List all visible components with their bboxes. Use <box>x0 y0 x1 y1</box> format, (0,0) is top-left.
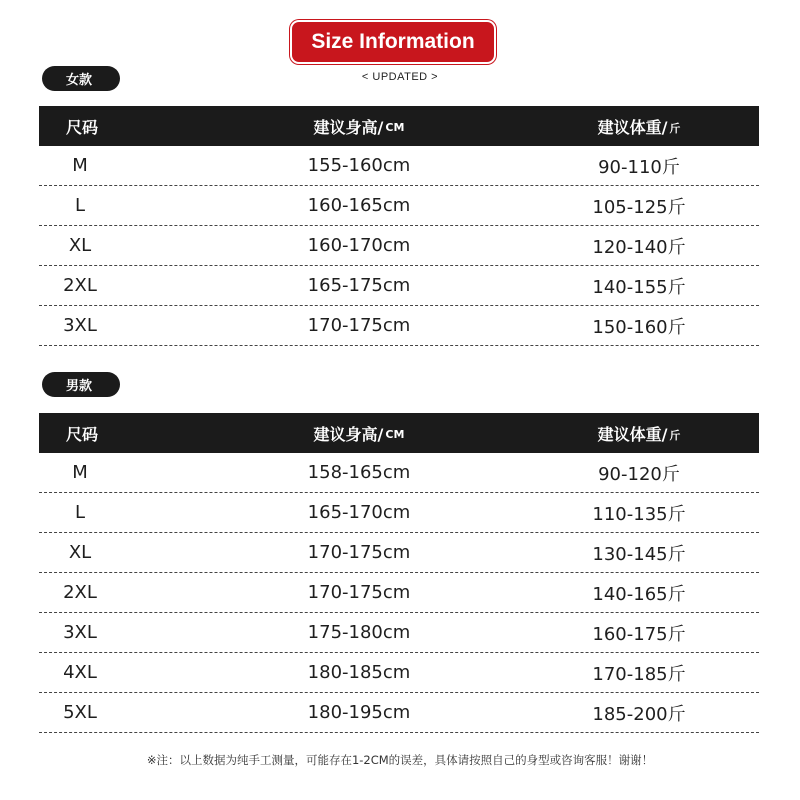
size-cell: 2XL <box>63 582 97 603</box>
table-row <box>39 186 759 226</box>
height-cell: 155-160cm <box>307 155 411 176</box>
women-section-label: 女款 <box>42 66 120 91</box>
size-cell: L <box>74 502 86 523</box>
weight-cell: 105-125斤 <box>592 196 686 218</box>
size-cell: 3XL <box>63 315 97 336</box>
weight-cell: 90-110斤 <box>598 156 680 178</box>
header-weight: 建议体重/ 斤 <box>597 424 681 444</box>
men-section-label: 男款 <box>42 372 120 397</box>
table-row <box>39 613 759 653</box>
updated-label: < UPDATED > <box>361 71 439 83</box>
height-cell: 175-180cm <box>307 622 411 643</box>
size-cell: XL <box>68 235 92 256</box>
header-size: 尺码 <box>66 117 99 137</box>
table-row <box>39 573 759 613</box>
weight-cell: 140-165斤 <box>592 583 686 605</box>
header-size: 尺码 <box>66 424 99 444</box>
size-cell: 3XL <box>63 622 97 643</box>
weight-cell: 160-175斤 <box>592 623 686 645</box>
table-row <box>39 266 759 306</box>
table-row <box>39 453 759 493</box>
table-row <box>39 653 759 693</box>
size-cell: 4XL <box>63 662 97 683</box>
height-cell: 180-185cm <box>307 662 411 683</box>
size-cell: M <box>72 462 88 483</box>
men-size-table <box>39 413 759 733</box>
height-cell: 170-175cm <box>307 315 411 336</box>
weight-cell: 110-135斤 <box>592 503 686 525</box>
weight-cell: 150-160斤 <box>592 316 686 338</box>
size-cell: 2XL <box>63 275 97 296</box>
weight-cell: 120-140斤 <box>592 236 686 258</box>
table-row <box>39 693 759 733</box>
table-row <box>39 533 759 573</box>
women-table-header <box>39 106 759 146</box>
table-row <box>39 146 759 186</box>
header-weight: 建议体重/ 斤 <box>597 117 681 137</box>
height-cell: 160-165cm <box>307 195 411 216</box>
page-title: Size Information <box>292 22 494 62</box>
header-height: 建议身高/ CM <box>313 424 405 444</box>
height-cell: 165-175cm <box>307 275 411 296</box>
table-row <box>39 226 759 266</box>
size-cell: XL <box>68 542 92 563</box>
measurement-note: ※注：以上数据为纯手工测量，可能存在1-2CM的误差，具体请按照自己的身型或咨询客服！谢谢！ <box>146 753 654 767</box>
size-cell: 5XL <box>63 702 97 723</box>
size-cell: L <box>74 195 86 216</box>
size-cell: M <box>72 155 88 176</box>
header-height: 建议身高/ CM <box>313 117 405 137</box>
height-cell: 160-170cm <box>307 235 411 256</box>
height-cell: 170-175cm <box>307 582 411 603</box>
table-row <box>39 493 759 533</box>
height-cell: 158-165cm <box>307 462 411 483</box>
weight-cell: 170-185斤 <box>592 663 686 685</box>
height-cell: 180-195cm <box>307 702 411 723</box>
weight-cell: 90-120斤 <box>598 463 680 485</box>
men-table-header <box>39 413 759 453</box>
weight-cell: 130-145斤 <box>592 543 686 565</box>
height-cell: 165-170cm <box>307 502 411 523</box>
height-cell: 170-175cm <box>307 542 411 563</box>
table-row <box>39 306 759 346</box>
weight-cell: 140-155斤 <box>592 276 686 298</box>
weight-cell: 185-200斤 <box>592 703 686 725</box>
women-size-table <box>39 106 759 346</box>
